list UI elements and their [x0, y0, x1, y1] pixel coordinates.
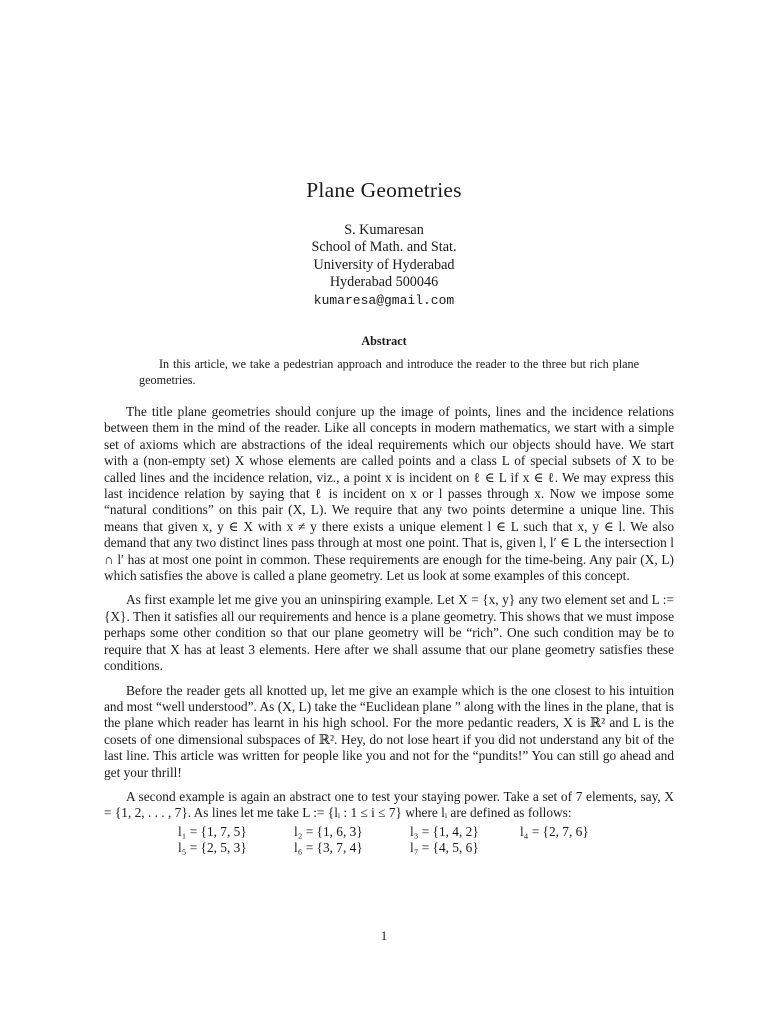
line-definition: l₆ = {3, 7, 4} [294, 840, 363, 856]
line-definition: l₅ = {2, 5, 3} [178, 840, 247, 856]
abstract-text: In this article, we take a pedestrian approach and introduce the reader to the three but rich plane geometries. [139, 357, 639, 387]
definition-row [178, 840, 674, 856]
line-definition: l₄ = {2, 7, 6} [520, 823, 589, 839]
line-definition: l₂ = {1, 6, 3} [294, 823, 363, 839]
line-definition: l₃ = {1, 4, 2} [410, 823, 479, 839]
affiliation-line: School of Math. and Stat. [311, 239, 457, 256]
line-definitions [178, 824, 674, 857]
abstract-heading: Abstract [361, 334, 407, 348]
affiliation-line: Hyderabad 500046 [329, 274, 439, 291]
definition-row [178, 824, 674, 840]
paper-title: Plane Geometries [306, 178, 462, 202]
author-name: S. Kumaresan [344, 222, 424, 238]
paragraph: As first example let me give you an uninspiring example. Let X = {x, y} any two element set and L := {X}. Then it satisfies all our requirements and hence is a plane geometry. This shows that we must impose perhaps some other condition so that our plane geometry will be “rich”. One such condition may be to require that X has at least 3 elements. Here after we shall assume that our plane geometry satisfies these conditions. [104, 592, 674, 674]
paragraph: A second example is again an abstract one to test your staying power. Take a set of 7 elements, say, X = {1, 2, . . . , 7}. As lines let me take L := {lᵢ : 1 ≤ i ≤ 7} where lᵢ are defined as follows: [104, 788, 674, 821]
body-text [104, 404, 674, 857]
affiliation-line: University of Hyderabad [313, 256, 455, 273]
paragraph: Before the reader gets all knotted up, let me give an example which is the one closest to his intuition and most “well understood”. As (X, L) take the “Euclidean plane ” along with the lines in the plane, that is the plane which reader has learnt in his high school. For the more pedantic readers, X is ℝ² and L is the cosets of one dimensional subspaces of ℝ². Hey, do not lose heart if you did not understand any bit of the last line. This article was written for people like you and not for the “pundits!” You can still go ahead and get your thrill! [104, 682, 674, 780]
paragraph: The title plane geometries should conjure up the image of points, lines and the incidence relations between them in the mind of the reader. Like all concepts in modern mathematics, we start with a simple set of axioms which are abstractions of the ideal requirements which our objects should have. We start with a (non-empty set) X whose elements are called points and a class L of special subsets of X to be called lines and the incidence relation, viz., a point x is incident on ℓ ∈ L if x ∈ ℓ. We may express this last incidence relation by saying that ℓ is incident on x or l passes through x. Now we impose some “natural conditions” on this pair (X, L). We require that any two points determine a unique line. This means that given x, y ∈ X with x ≠ y there exists a unique element l ∈ L such that x, y ∈ l. We also demand that any two distinct lines pass through at most one point. That is, given l, l′ ∈ L the intersection l ∩ l′ has at most one point in common. These requirements are enough for the time-being. Any pair (X, L) which satisfies the above is called a plane geometry. Let us look at some examples of this concept. [104, 404, 674, 584]
line-definition: l₁ = {1, 7, 5} [178, 823, 247, 839]
author-block [0, 222, 768, 309]
line-definition: l₇ = {4, 5, 6} [410, 840, 479, 856]
author-email: kumaresa@gmail.com [313, 292, 455, 308]
page-number: 1 [380, 928, 388, 943]
